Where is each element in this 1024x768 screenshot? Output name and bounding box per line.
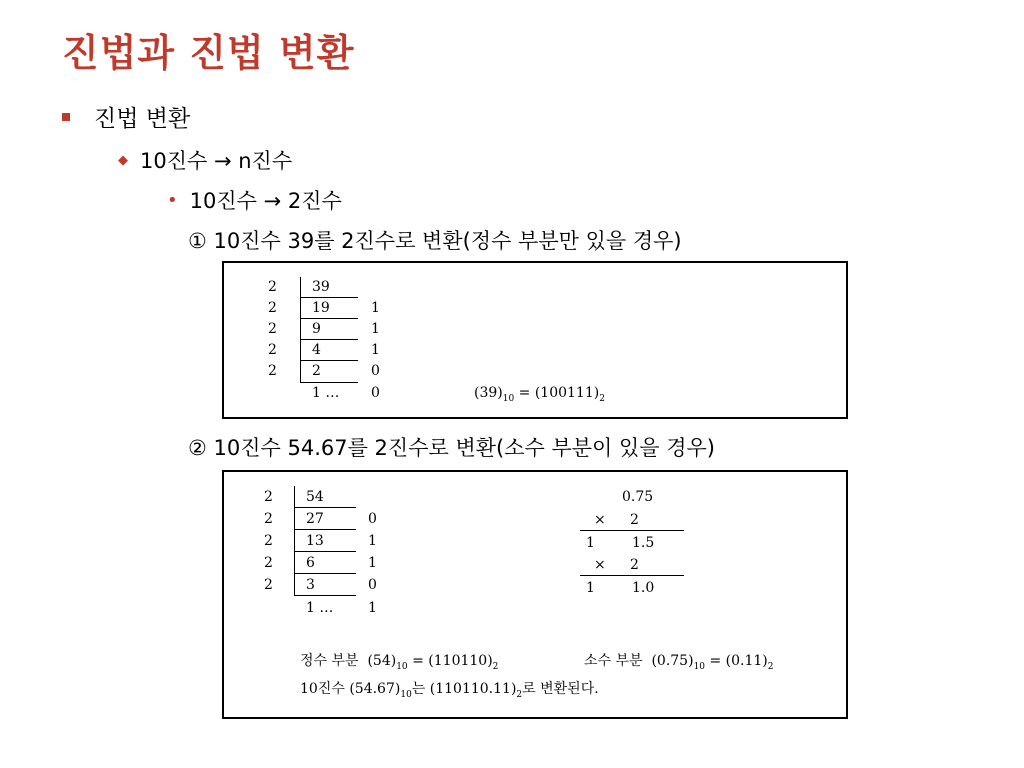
- quotient: 6: [306, 555, 315, 571]
- item2-heading: ② 10진수 54.67를 2진수로 변환(소수 부분이 있을 경우): [188, 436, 716, 460]
- division-line: [294, 529, 356, 530]
- quotient: 13: [306, 533, 324, 549]
- divisor: 2: [264, 511, 273, 527]
- division-line: [294, 573, 356, 574]
- quotient: 9: [312, 321, 321, 337]
- frac-start: 0.75: [622, 489, 654, 505]
- divisor: 2: [268, 363, 277, 379]
- bullet-level1: [62, 100, 190, 133]
- item1-heading: ① 10진수 39를 2진수로 변환(정수 부분만 있을 경우): [188, 229, 682, 253]
- bullet-level3-text: 10진수 → 2진수: [189, 189, 342, 213]
- bullet-level3: [167, 185, 342, 215]
- bullet-level2-text: 10진수 → n진수: [140, 149, 293, 173]
- quotient: 19: [312, 300, 330, 316]
- multiply-line: [580, 575, 684, 576]
- divisor: 2: [264, 555, 273, 571]
- division-line: [300, 297, 358, 298]
- last-quotient: 1 …: [312, 385, 340, 401]
- remainder: 1: [368, 555, 377, 571]
- example1-figure: [222, 261, 848, 419]
- remainder: 0: [368, 577, 377, 593]
- division-line: [294, 507, 356, 508]
- slide-title: 진법과 진법 변환: [62, 30, 355, 75]
- example2-figure: [222, 470, 848, 719]
- bullet-level1-text: 진법 변환: [94, 106, 191, 132]
- divisor: 2: [264, 533, 273, 549]
- quotient: 4: [312, 342, 321, 358]
- remainder: 0: [371, 363, 380, 379]
- example1-result: $(39)_{10} = (100111)_2$: [474, 385, 605, 404]
- divisor: 2: [268, 279, 277, 295]
- division-line: [300, 339, 358, 340]
- integer-result: 정수 부분 $(54)_{10} = (110110)_2$: [300, 653, 499, 672]
- multiplier: 2: [630, 512, 639, 528]
- divisor: 2: [268, 321, 277, 337]
- multiplier: 2: [630, 557, 639, 573]
- division-vertical-line: [300, 277, 301, 383]
- division-vertical-line: [294, 486, 295, 596]
- remainder: 1: [368, 600, 377, 616]
- product: 1.5: [632, 535, 655, 551]
- remainder: 1: [371, 321, 380, 337]
- quotient: 3: [306, 577, 315, 593]
- division-line: [300, 382, 358, 383]
- quotient: 39: [312, 279, 330, 295]
- times-sign: ×: [594, 557, 606, 573]
- times-sign: ×: [594, 512, 606, 528]
- summary-text: 10진수 $(54.67)_{10}$는 $(110110.11)_2$로 변환된다.: [300, 681, 599, 700]
- carry-digit: 1: [586, 535, 595, 551]
- multiply-line: [580, 530, 684, 531]
- quotient: 2: [312, 363, 321, 379]
- remainder: 1: [371, 342, 380, 358]
- bullet-level2: [118, 145, 292, 175]
- division-line: [294, 551, 356, 552]
- divisor: 2: [264, 489, 273, 505]
- product: 1.0: [632, 580, 655, 596]
- fraction-result: 소수 부분 $(0.75)_{10} = (0.11)_2$: [584, 653, 774, 672]
- divisor: 2: [268, 342, 277, 358]
- remainder: 0: [368, 511, 377, 527]
- division-line: [294, 595, 356, 596]
- division-line: [300, 318, 358, 319]
- quotient: 27: [306, 511, 324, 527]
- remainder: 1: [371, 300, 380, 316]
- divisor: 2: [264, 577, 273, 593]
- last-quotient: 1 …: [306, 600, 334, 616]
- divisor: 2: [268, 300, 277, 316]
- remainder: 1: [368, 533, 377, 549]
- diamond-bullet-icon: ◆: [118, 152, 128, 168]
- dot-bullet-icon: •: [167, 189, 178, 211]
- quotient: 54: [306, 489, 324, 505]
- carry-digit: 1: [586, 580, 595, 596]
- remainder: 0: [371, 385, 380, 401]
- square-bullet-icon: [62, 113, 70, 121]
- division-line: [300, 360, 358, 361]
